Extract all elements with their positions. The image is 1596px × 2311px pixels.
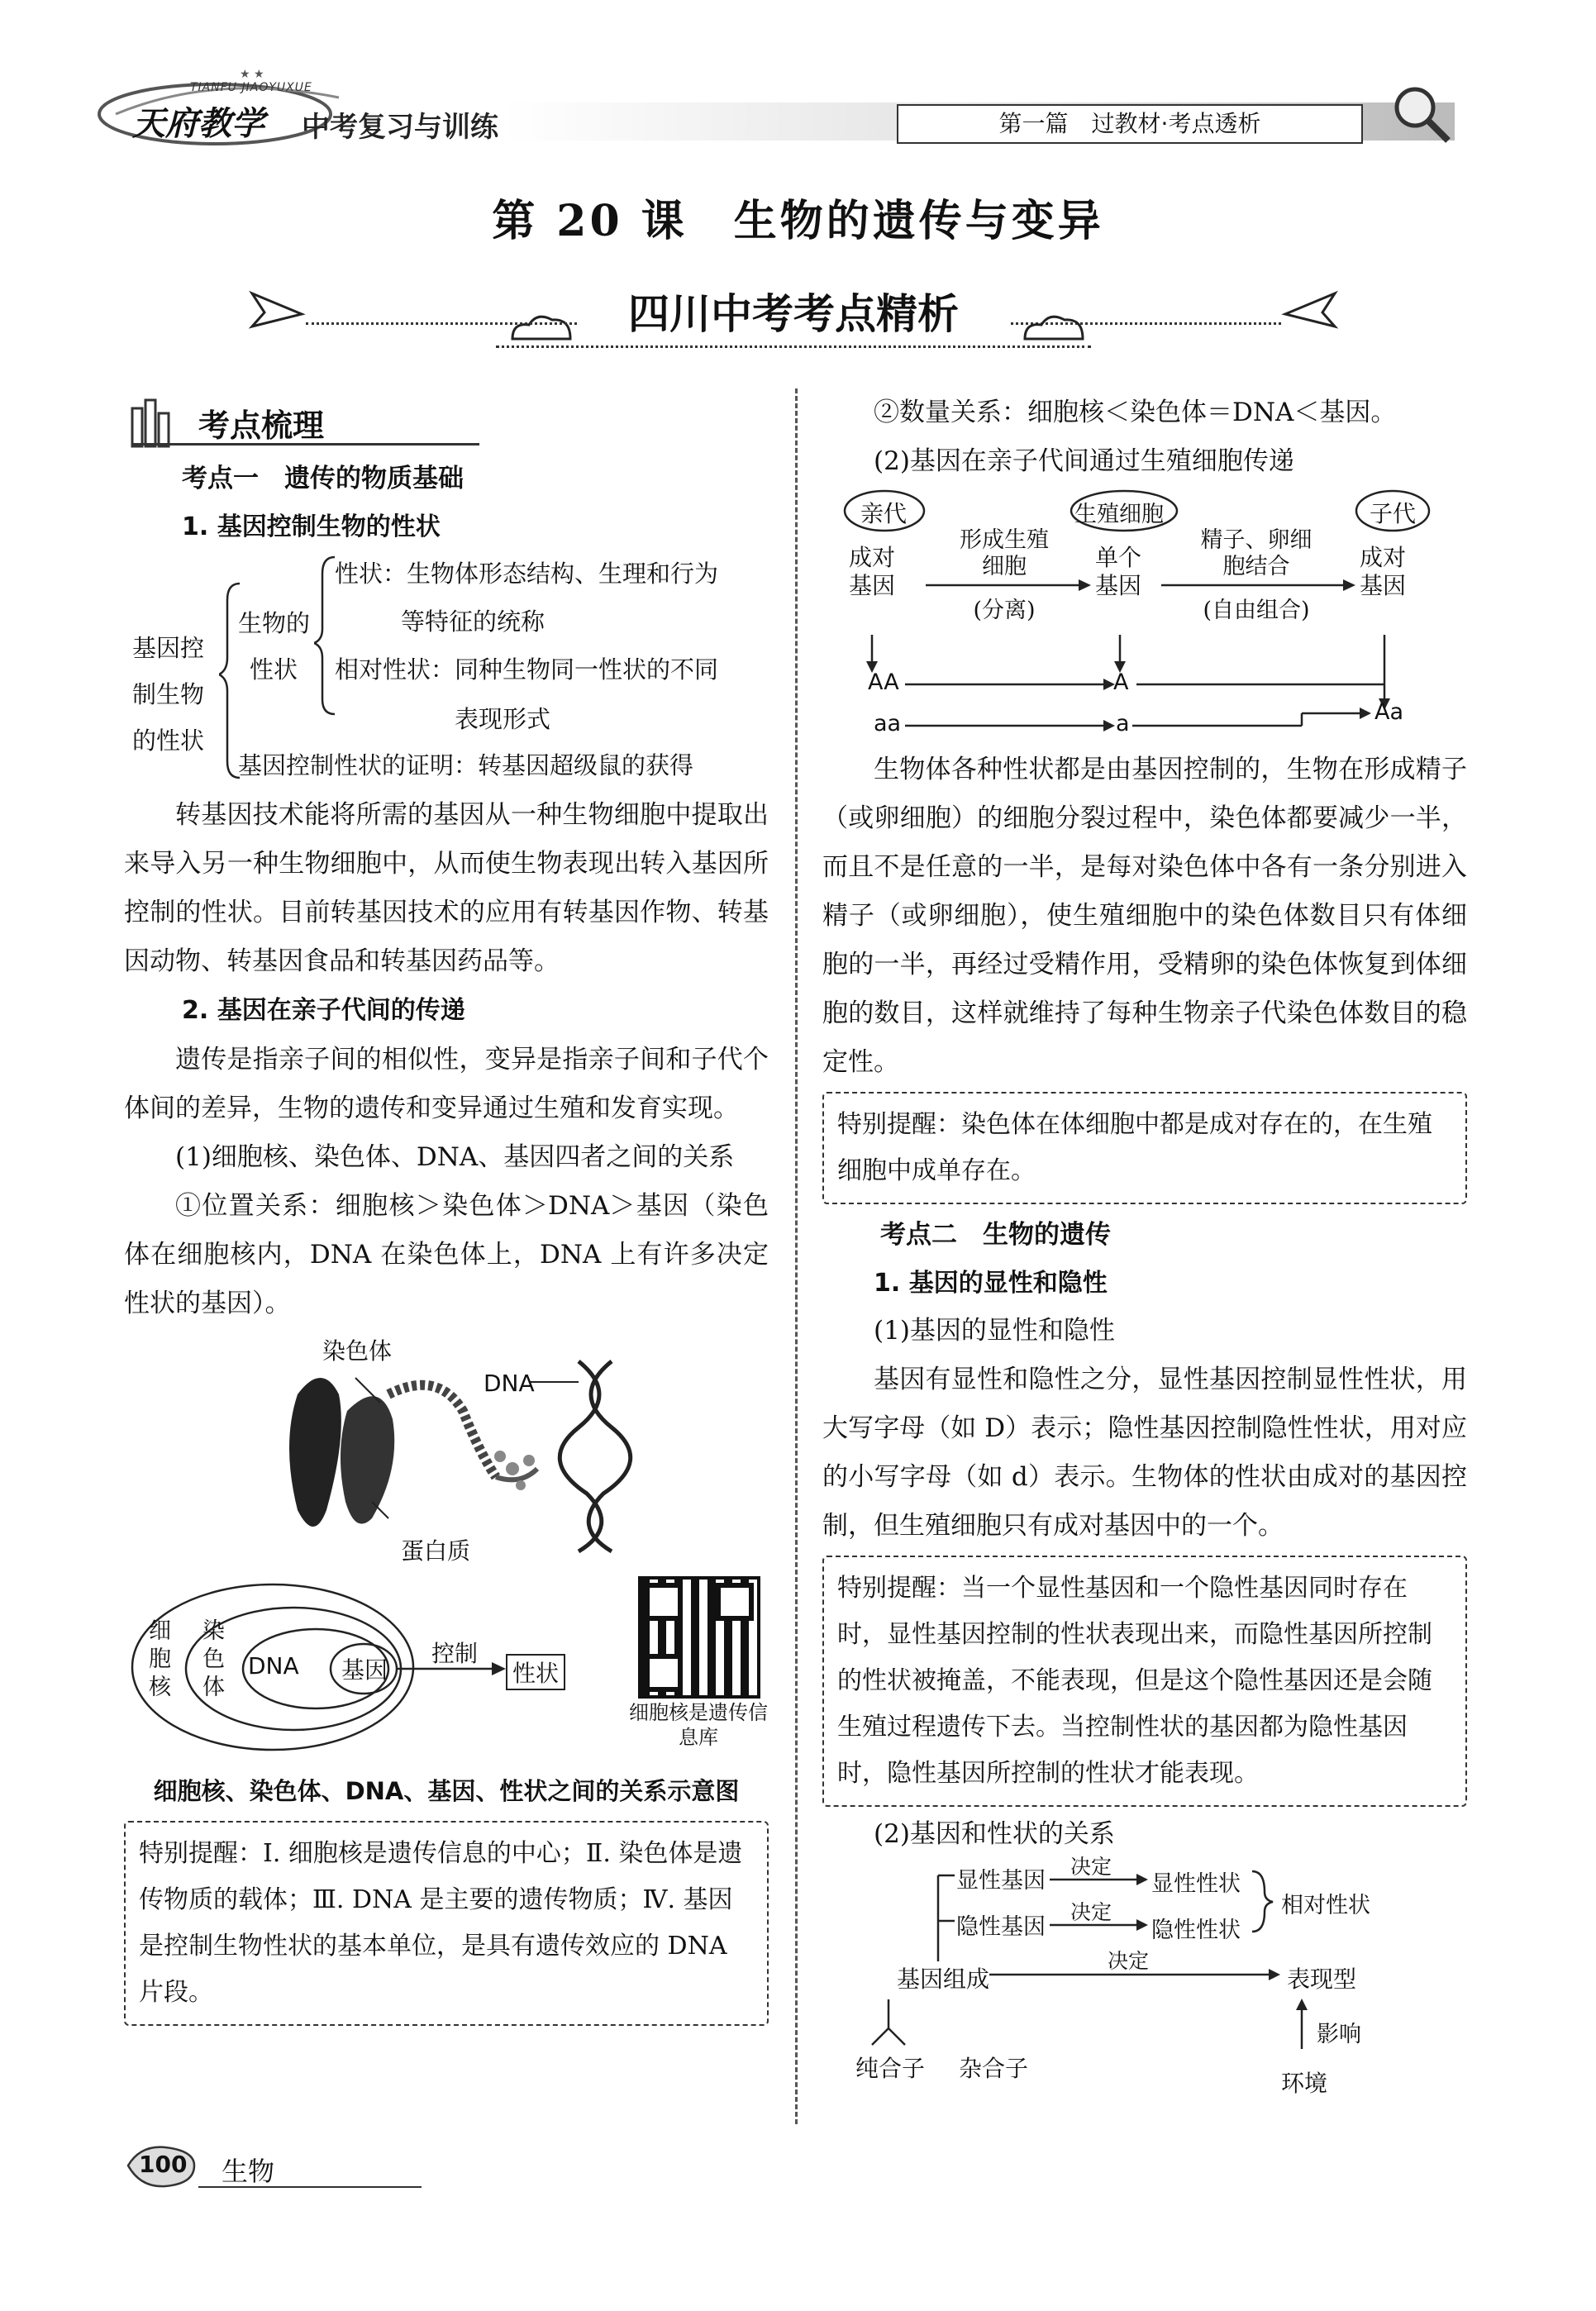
sub3-title: 1. 基因的显性和隐性: [874, 1269, 1108, 1298]
flow-germ: 生殖细胞: [1074, 502, 1164, 527]
flow-arrow1-sub: (分离): [973, 598, 1036, 623]
trait-tree: [124, 550, 769, 786]
rel-decide-1: 决定: [1070, 1855, 1112, 1879]
banner-underline: [496, 345, 1091, 348]
rel-hetero: 杂合子: [959, 2055, 1029, 2082]
label-dna: DNA: [484, 1370, 535, 1397]
rel-decide-3: 决定: [1108, 1949, 1150, 1973]
svg-text:★ ★: ★ ★: [240, 68, 264, 81]
label-nucleus: 细 胞 核: [149, 1618, 171, 1700]
tree-trait-l1: 性状：生物体形态结构、生理和行为: [335, 560, 719, 588]
tree-mid-l1: 生物的: [238, 609, 311, 637]
chromosome-figure: [124, 1328, 769, 1568]
tip3-text: 特别提醒：当一个显性基因和一个隐性基因同时存在时，显性基因控制的性状表现出来，而隐性基因所控制的性状被掩盖，不能表现，但是这个隐性基因还是会随生殖过程遗传下去。当控制性状的基因都为隐性基因时，隐性基因所控制的性状才能表现。: [837, 1574, 1432, 1788]
tree-root-l3: 的性状: [132, 727, 205, 755]
cloud-icon-right: [1017, 310, 1091, 343]
rel-relative: 相对性状: [1281, 1893, 1370, 1918]
flow-arrow2-label: 精子、卵细 胞结合: [1200, 527, 1313, 579]
label-protein: 蛋白质: [401, 1537, 471, 1565]
tip2: [822, 1092, 1467, 1204]
item1: (1)细胞核、染色体、DNA、基因四者之间的关系: [175, 1142, 735, 1172]
para-dominant: 基因有显性和隐性之分，显性基因控制显性性状，用大写字母（如 D）表示；隐性基因控制隐性性状，用对应的小写字母（如 d）表示。生物体的性状由成对的基因控制，但生殖细胞只有成对基因中的一个。: [822, 1365, 1467, 1541]
footer: [124, 2141, 537, 2199]
sub1-title: 1. 基因控制生物的性状: [182, 512, 441, 541]
tip1: [124, 1821, 769, 2026]
page-number: 100: [139, 2151, 188, 2178]
section-heading-text: 考点梳理: [198, 407, 325, 444]
chromosome-drawing: [248, 1345, 711, 1560]
section-heading: [124, 388, 769, 453]
series-title: 中考复习与训练: [302, 111, 498, 144]
rel-homo: 纯合子: [855, 2055, 926, 2082]
qr-caption: 细胞核是遗传信息库: [629, 1701, 768, 1749]
tip2-text: 特别提醒：染色体在体细胞中都是成对存在的，在生殖细胞中成单存在。: [837, 1110, 1432, 1185]
label-control: 控制: [431, 1640, 479, 1667]
nesting-figure: [124, 1576, 769, 1766]
quantity-relation: ②数量关系：细胞核＜染色体＝DNA＜基因。: [874, 398, 1397, 427]
tree-mid-l2: 性状: [250, 655, 298, 684]
flow-AA: AA: [868, 669, 899, 695]
point1-title: 考点一 遗传的物质基础: [182, 464, 464, 493]
item1-position: ①位置关系：细胞核＞染色体＞DNA＞基因（染色体在细胞核内，DNA 在染色体上，DNA 上有许多决定性状的基因）。: [124, 1191, 769, 1318]
rel-dom-gene: 显性基因: [956, 1868, 1046, 1894]
flow-Aa: Aa: [1374, 699, 1404, 725]
transmission-flow: [822, 486, 1467, 742]
right-column: [822, 388, 1467, 2107]
subject-label: 生物: [222, 2156, 275, 2187]
qr-finder-bl: [645, 1654, 683, 1692]
tip1-text: 特别提醒：Ⅰ. 细胞核是遗传信息的中心；Ⅱ. 染色体是遗传物质的载体；Ⅲ. DNA 是主要的遗传物质；Ⅳ. 基因是控制生物性状的基本单位，是具有遗传效应的 DNA 片段。: [139, 1839, 743, 2007]
qr-finder-tr: [716, 1583, 754, 1621]
banner-title: 四川中考考点精析: [579, 281, 1008, 341]
column-divider: [795, 388, 798, 2124]
label-gene: 基因: [341, 1656, 388, 1684]
point2-title: 考点二 生物的遗传: [880, 1220, 1111, 1250]
sub2-title: 2. 基因在亲子代间的传递: [182, 996, 465, 1025]
flow-arrow1-label: 形成生殖 细胞: [960, 527, 1049, 579]
flow-single-gene: 单个 基因: [1095, 544, 1142, 599]
label-chromosome: 染色体: [322, 1337, 393, 1365]
label-trait: 性状: [506, 1654, 565, 1690]
tree-relative-l1: 相对性状：同种生物同一性状的不同: [335, 655, 719, 684]
flow-A: A: [1113, 669, 1129, 695]
flow-paired-gene2: 成对 基因: [1360, 544, 1407, 599]
rel-environment: 环境: [1281, 2070, 1328, 2097]
left-column: [124, 388, 769, 2026]
flow-child: 子代: [1370, 500, 1417, 527]
magnifier-icon: [1389, 81, 1455, 147]
rel-phenotype: 表现型: [1287, 1966, 1357, 1993]
tree-relative-l2: 表现形式: [455, 705, 551, 733]
rel-composition: 基因组成: [897, 1961, 989, 1994]
cloud-icon: [504, 310, 579, 343]
banner: [248, 281, 1347, 364]
logo-pinyin: TIANFU JIAOYUXUE: [190, 81, 312, 94]
section-label: 第一篇 过教材·考点透析: [897, 104, 1363, 144]
rel-rec-gene: 隐性基因: [956, 1914, 1046, 1940]
para-meiosis: 生物体各种性状都是由基因控制的，生物在形成精子（或卵细胞）的细胞分裂过程中，染色体都要减少一半，而且不是任意的一半，是每对染色体中各有一条分别进入精子（或卵细胞），使生殖细胞中的染色体数目只有体细胞的一半，再经过受精作用，受精卵的染色体恢复到体细胞的数目，这样就维持了每种生物亲子代染色体数目的稳定性。: [822, 755, 1467, 1077]
item3: (1)基因的显性和隐性: [874, 1316, 1115, 1346]
flow-paired-gene: 成对 基因: [849, 544, 896, 599]
section-heading-underline: [132, 443, 479, 446]
paper-plane-icon-right: [1281, 289, 1339, 331]
tree-root-l2: 制生物: [132, 680, 205, 708]
flow-aa: aa: [874, 711, 902, 736]
qr-finder-tl: [645, 1583, 683, 1621]
rel-decide-2: 决定: [1070, 1900, 1112, 1924]
gene-trait-relation: [822, 1855, 1467, 2107]
item2: (2)基因在亲子代间通过生殖细胞传递: [874, 446, 1294, 476]
flow-arrow2-sub: (自由组合): [1203, 598, 1310, 623]
footer-line: [198, 2186, 422, 2188]
qr-code[interactable]: [638, 1576, 760, 1699]
tree-proof: 基因控制性状的证明：转基因超级鼠的获得: [238, 751, 694, 779]
label-chromosome-v: 染 色 体: [202, 1618, 225, 1700]
header-bar: [91, 64, 1446, 147]
rel-influence: 影响: [1317, 2022, 1361, 2047]
paper-plane-icon: [248, 289, 306, 331]
rel-rec-trait: 隐性性状: [1151, 1918, 1241, 1943]
rel-dom-trait: 显性性状: [1151, 1871, 1241, 1897]
lesson-title: 第 20 课 生物的遗传与变异: [492, 196, 1104, 246]
books-icon: [131, 392, 188, 450]
para-transgenic: 转基因技术能将所需的基因从一种生物细胞中提取出来导入另一种生物细胞中，从而使生物表现出转入基因所控制的性状。目前转基因技术的应用有转基因作物、转基因动物、转基因食品和转基因药品等。: [124, 800, 769, 976]
flow-a: a: [1116, 711, 1130, 736]
tip3: [822, 1556, 1467, 1807]
label-dna-inner: DNA: [248, 1652, 299, 1680]
tree-root-l1: 基因控: [132, 634, 205, 662]
item4: (2)基因和性状的关系: [874, 1819, 1115, 1849]
tree-root: [132, 625, 204, 764]
tree-mid: [238, 600, 310, 693]
tree-trait-l2: 等特征的统称: [401, 608, 545, 636]
logo-text: 天府教学: [132, 105, 264, 143]
flow-parent: 亲代: [860, 500, 908, 527]
para-heredity: 遗传是指亲子间的相似性，变异是指亲子间和子代个体间的差异，生物的遗传和变异通过生殖和发育实现。: [124, 1045, 769, 1123]
figure-caption: 细胞核、染色体、DNA、基因、性状之间的关系示意图: [153, 1777, 740, 1805]
